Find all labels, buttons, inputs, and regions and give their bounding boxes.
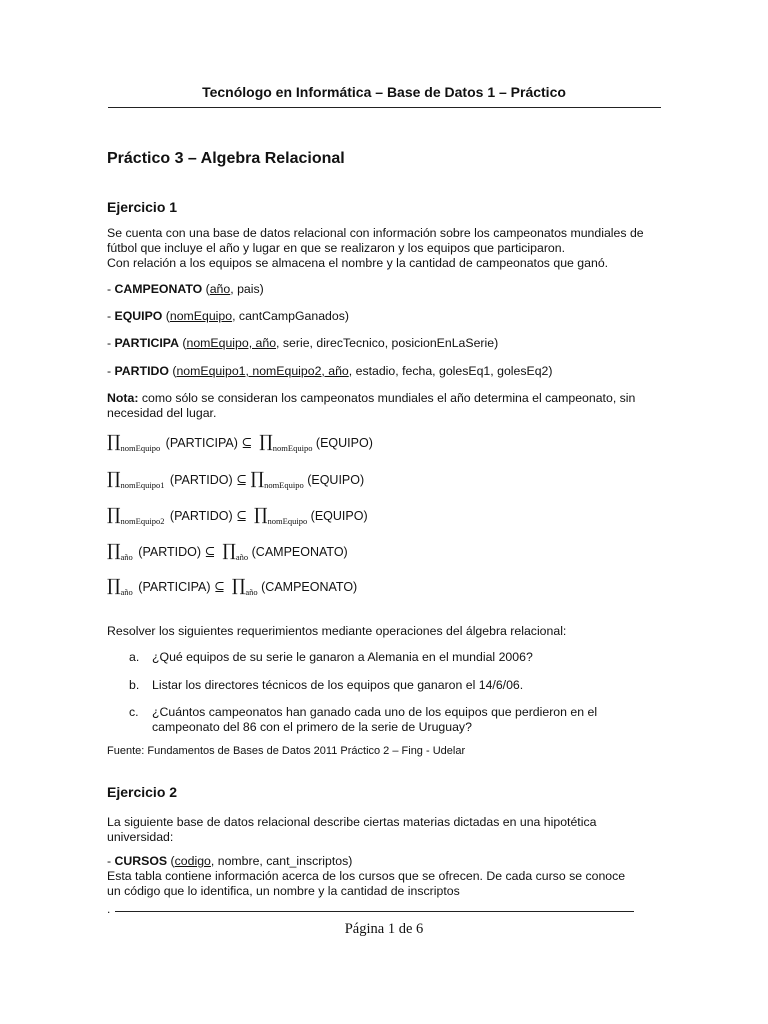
resolver-instruction: Resolver los siguientes requerimientos mediante operaciones del álgebra relacional: bbox=[107, 624, 567, 638]
relation-attrs: , pais) bbox=[230, 282, 264, 296]
projection-attribute: nomEquipo bbox=[264, 480, 304, 490]
footer-rule bbox=[115, 911, 634, 912]
bottom-dot: . bbox=[107, 902, 111, 916]
list-item bbox=[152, 650, 622, 665]
relation-ref: (CAMPEONATO) bbox=[248, 545, 348, 559]
list-item bbox=[152, 705, 622, 735]
exercise-2-intro bbox=[107, 815, 667, 845]
relation-equipo bbox=[107, 309, 667, 324]
nota-paragraph bbox=[107, 391, 667, 421]
relation-partido bbox=[107, 364, 667, 379]
intro-line: fútbol que incluye el año y lugar en que se realizaron y los equipos que participaron. bbox=[107, 241, 566, 255]
projection-attribute: nomEquipo bbox=[267, 516, 308, 526]
intro-line: La siguiente base de datos relacional describe ciertas materias dictadas en una hipotética bbox=[107, 815, 597, 829]
relation-ref: (PARTIDO) bbox=[166, 509, 237, 523]
exercise-1-heading: Ejercicio 1 bbox=[107, 199, 178, 215]
relation-attrs: , cantCampGanados) bbox=[232, 309, 349, 323]
page-number: Página 1 de 6 bbox=[344, 921, 424, 937]
subset-symbol: ⊆ bbox=[241, 436, 253, 451]
projection-symbol: ∏ bbox=[254, 505, 268, 525]
relation-dash: - bbox=[107, 336, 115, 350]
inclusion-constraint bbox=[107, 469, 364, 489]
intro-line: universidad: bbox=[107, 830, 174, 844]
relation-paren: ( bbox=[168, 364, 177, 378]
projection-attribute: nomEquipo bbox=[120, 443, 161, 453]
page-title: Práctico 3 – Algebra Relacional bbox=[107, 150, 345, 167]
projection-attribute: año bbox=[120, 587, 133, 597]
relation-participa bbox=[107, 336, 667, 351]
relation-ref: (PARTICIPA) bbox=[162, 436, 242, 450]
relation-ref: (EQUIPO) bbox=[312, 436, 373, 450]
relation-attrs: , serie, direcTecnico, posicionEnLaSerie) bbox=[276, 336, 499, 350]
relation-ref: (PARTIDO) bbox=[166, 473, 237, 487]
inclusion-constraint bbox=[107, 505, 368, 525]
nota-text: como sólo se consideran los campeonatos mundiales el año determina el campeonato, sin bbox=[138, 391, 636, 405]
projection-symbol: ∏ bbox=[107, 469, 121, 489]
header-rule bbox=[108, 107, 661, 108]
nota-text: necesidad del lugar. bbox=[107, 406, 217, 420]
projection-attribute: nomEquipo2 bbox=[120, 516, 165, 526]
relation-attrs: , nombre, cant_inscriptos) bbox=[210, 854, 353, 868]
relation-name: PARTICIPA bbox=[114, 336, 179, 350]
projection-symbol: ∏ bbox=[107, 432, 121, 452]
relation-name: CAMPEONATO bbox=[114, 282, 203, 296]
relation-dash: - bbox=[107, 282, 115, 296]
projection-attribute: año bbox=[245, 587, 258, 597]
relation-ref: (EQUIPO) bbox=[303, 473, 365, 487]
projection-attribute: año bbox=[120, 552, 133, 562]
relation-paren: ( bbox=[178, 336, 187, 350]
relation-name: EQUIPO bbox=[114, 309, 163, 323]
relation-key: año bbox=[209, 282, 231, 296]
projection-symbol: ∏ bbox=[259, 432, 273, 452]
relation-name: PARTIDO bbox=[114, 364, 169, 378]
list-item bbox=[152, 678, 622, 693]
relation-dash: - bbox=[107, 854, 115, 868]
projection-symbol: ∏ bbox=[250, 469, 265, 489]
inclusion-constraint bbox=[107, 576, 357, 596]
subset-symbol: ⊆ bbox=[236, 509, 248, 524]
relation-key: nomEquipo, año bbox=[186, 336, 277, 350]
relation-paren: ( bbox=[202, 282, 210, 296]
relation-ref: (EQUIPO) bbox=[307, 509, 368, 523]
subset-symbol: ⊆ bbox=[204, 545, 216, 560]
relation-campeonato bbox=[107, 282, 667, 297]
list-item-text: Listar los directores técnicos de los equipos que ganaron el 14/6/06. bbox=[152, 678, 524, 692]
projection-symbol: ∏ bbox=[107, 505, 121, 525]
list-item-label: a. bbox=[129, 650, 140, 664]
subset-symbol: ⊆ bbox=[236, 473, 248, 488]
relation-cursos bbox=[107, 854, 667, 899]
relation-key: codigo bbox=[174, 854, 211, 868]
relation-ref: (PARTICIPA) bbox=[134, 580, 214, 594]
exercise-1-intro bbox=[107, 226, 667, 271]
relation-description: Esta tabla contiene información acerca de los cursos que se ofrecen. De cada curso se conoce bbox=[107, 869, 626, 883]
relation-key: nomEquipo bbox=[169, 309, 233, 323]
relation-dash: - bbox=[107, 309, 115, 323]
relation-name: CURSOS bbox=[114, 854, 168, 868]
exercise-2-heading: Ejercicio 2 bbox=[107, 784, 178, 800]
relation-ref: (PARTIDO) bbox=[134, 545, 205, 559]
list-item-label: b. bbox=[129, 678, 140, 692]
list-item-text: campeonato del 86 con el primero de la serie de Uruguay? bbox=[152, 720, 472, 734]
list-item-text: ¿Cuántos campeonatos han ganado cada uno de los equipos que perdieron en el bbox=[152, 705, 598, 719]
list-item-label: c. bbox=[129, 705, 139, 719]
intro-line: Se cuenta con una base de datos relacional con información sobre los campeonatos mundiales de bbox=[107, 226, 644, 240]
relation-dash: - bbox=[107, 364, 115, 378]
relation-description: un código que lo identifica, un nombre y la cantidad de inscriptos bbox=[107, 884, 460, 898]
subset-symbol: ⊆ bbox=[214, 580, 225, 595]
document-header: Tecnólogo en Informática – Base de Datos 1 – Práctico bbox=[202, 84, 566, 100]
projection-attribute: nomEquipo1 bbox=[120, 480, 165, 490]
projection-symbol: ∏ bbox=[231, 576, 246, 596]
relation-ref: (CAMPEONATO) bbox=[257, 580, 358, 594]
source-citation: Fuente: Fundamentos de Bases de Datos 2011 Práctico 2 – Fing - Udelar bbox=[107, 745, 466, 757]
relation-paren: ( bbox=[162, 309, 170, 323]
projection-symbol: ∏ bbox=[107, 576, 121, 596]
projection-attribute: nomEquipo bbox=[272, 443, 313, 453]
projection-attribute: año bbox=[235, 552, 249, 562]
relation-paren: ( bbox=[167, 854, 175, 868]
list-item-text: ¿Qué equipos de su serie le ganaron a Alemania en el mundial 2006? bbox=[152, 650, 533, 664]
intro-line: Con relación a los equipos se almacena el nombre y la cantidad de campeonatos que ganó. bbox=[107, 256, 609, 270]
projection-symbol: ∏ bbox=[107, 541, 121, 561]
inclusion-constraint bbox=[107, 541, 348, 561]
relation-attrs: , estadio, fecha, golesEq1, golesEq2) bbox=[348, 364, 553, 378]
nota-label: Nota: bbox=[107, 391, 139, 405]
projection-symbol: ∏ bbox=[222, 541, 236, 561]
relation-key: nomEquipo1, nomEquipo2, año bbox=[176, 364, 349, 378]
inclusion-constraint bbox=[107, 432, 373, 452]
